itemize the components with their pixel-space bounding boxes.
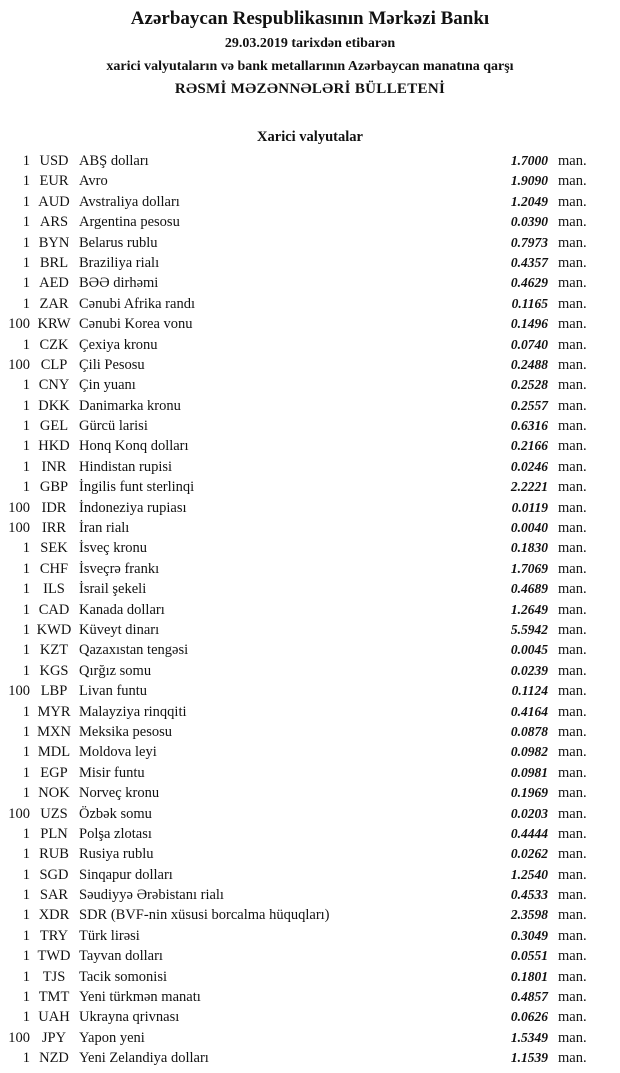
rate-row-KRW xyxy=(0,314,620,334)
currency-name: Honq Konq dolları xyxy=(79,438,189,455)
rate-value: 0.0045 xyxy=(510,642,548,658)
currency-name: Tacik somonisi xyxy=(79,968,167,985)
rate-value: 0.0740 xyxy=(510,336,548,352)
rate-value: 0.6316 xyxy=(510,418,548,434)
quantity: 1 xyxy=(22,214,30,231)
rate-value: 0.0626 xyxy=(510,1009,548,1025)
rate-value: 1.2649 xyxy=(510,601,548,617)
rate-unit: man. xyxy=(558,621,587,638)
rate-row-RUB xyxy=(0,844,620,864)
currency-code: AUD xyxy=(38,193,70,210)
currency-code: EUR xyxy=(39,173,69,190)
currency-code: INR xyxy=(41,458,67,475)
rate-unit: man. xyxy=(558,744,587,761)
quantity: 1 xyxy=(22,1009,30,1026)
quantity: 1 xyxy=(22,193,30,210)
currency-name: Malayziya rinqqiti xyxy=(79,703,187,720)
currency-name: Çin yuanı xyxy=(79,377,136,394)
rate-row-KWD xyxy=(0,620,620,640)
rate-row-HKD xyxy=(0,436,620,456)
quantity: 1 xyxy=(22,927,30,944)
rate-row-SGD xyxy=(0,865,620,885)
rate-value: 0.7973 xyxy=(510,234,548,250)
rate-value: 0.4533 xyxy=(510,887,548,903)
rate-unit: man. xyxy=(558,968,587,985)
currency-name: Çexiya kronu xyxy=(79,336,158,353)
rate-row-PLN xyxy=(0,824,620,844)
currency-code: SGD xyxy=(39,866,69,883)
quantity: 100 xyxy=(8,520,30,537)
currency-name: Türk lirəsi xyxy=(79,927,140,944)
rate-unit: man. xyxy=(558,846,587,863)
effective-date: 29.03.2019 tarixdən etibarən xyxy=(224,36,396,51)
currency-code: KRW xyxy=(37,316,71,333)
currency-code: CZK xyxy=(39,336,69,353)
currency-code: ARS xyxy=(39,214,69,231)
rate-row-AED xyxy=(0,273,620,293)
rate-value: 2.2221 xyxy=(510,479,548,495)
currency-name: Danimarka kronu xyxy=(79,397,181,414)
rate-row-IDR xyxy=(0,498,620,518)
currency-name: Yapon yeni xyxy=(79,1029,145,1046)
quantity: 1 xyxy=(22,989,30,1006)
rate-unit: man. xyxy=(558,805,587,822)
quantity: 1 xyxy=(22,907,30,924)
quantity: 1 xyxy=(22,377,30,394)
rate-unit: man. xyxy=(558,601,587,618)
rate-value: 0.4857 xyxy=(510,989,548,1005)
currency-code: HKD xyxy=(38,438,70,455)
currency-name: İngilis funt sterlinqi xyxy=(79,479,195,496)
rate-unit: man. xyxy=(558,275,587,292)
currency-name: Çili Pesosu xyxy=(79,356,145,373)
rate-value: 1.7069 xyxy=(510,560,548,576)
quantity: 1 xyxy=(22,479,30,496)
rate-value: 0.4689 xyxy=(510,581,548,597)
rate-value: 0.3049 xyxy=(510,927,548,943)
rate-row-MXN xyxy=(0,722,620,742)
rate-value: 0.1165 xyxy=(511,295,548,311)
currency-code: MDL xyxy=(37,744,71,761)
quantity: 1 xyxy=(22,723,30,740)
rate-row-MDL xyxy=(0,742,620,762)
currency-name: İsveç kronu xyxy=(79,540,148,557)
currency-name: İsveçrə frankı xyxy=(79,560,160,577)
rate-value: 1.2049 xyxy=(510,193,548,209)
rate-unit: man. xyxy=(558,438,587,455)
quantity: 1 xyxy=(22,438,30,455)
rate-value: 1.1539 xyxy=(510,1050,548,1066)
rate-row-TJS xyxy=(0,967,620,987)
rate-unit: man. xyxy=(558,1009,587,1026)
currency-code: RUB xyxy=(39,846,69,863)
rate-value: 0.1969 xyxy=(510,785,548,801)
rate-row-LBP xyxy=(0,681,620,701)
currency-name: Moldova leyi xyxy=(79,744,157,761)
rate-unit: man. xyxy=(558,153,587,169)
rate-unit: man. xyxy=(558,316,587,333)
rate-unit: man. xyxy=(558,723,587,740)
rate-unit: man. xyxy=(558,887,587,904)
currency-code: USD xyxy=(39,153,69,169)
rate-row-EGP xyxy=(0,763,620,783)
rate-value: 0.2166 xyxy=(510,438,548,454)
currency-code: XDR xyxy=(38,907,70,924)
rate-value: 0.1496 xyxy=(510,316,548,332)
rate-row-ARS xyxy=(0,212,620,232)
currency-name: Argentina pesosu xyxy=(79,214,180,231)
rate-unit: man. xyxy=(558,193,587,210)
quantity: 1 xyxy=(22,846,30,863)
rate-unit: man. xyxy=(558,581,587,598)
rate-value: 0.0239 xyxy=(510,662,548,678)
currency-name: İndoneziya rupiası xyxy=(79,499,187,516)
quantity: 1 xyxy=(22,581,30,598)
currency-code: IRR xyxy=(41,520,67,537)
rate-unit: man. xyxy=(558,1050,587,1067)
rate-unit: man. xyxy=(558,825,587,842)
quantity: 1 xyxy=(22,866,30,883)
currency-name: Cənubi Afrika randı xyxy=(79,295,195,312)
quantity: 1 xyxy=(22,662,30,679)
currency-name: Özbək somu xyxy=(79,805,152,822)
currency-name: Meksika pesosu xyxy=(79,723,173,740)
rate-value: 1.9090 xyxy=(510,173,548,189)
rate-unit: man. xyxy=(558,397,587,414)
currency-name: Braziliya rialı xyxy=(79,254,160,271)
rate-unit: man. xyxy=(558,866,587,883)
rate-unit: man. xyxy=(558,499,587,516)
rate-unit: man. xyxy=(558,356,587,373)
quantity: 1 xyxy=(22,601,30,618)
rate-unit: man. xyxy=(558,479,587,496)
quantity: 1 xyxy=(22,275,30,292)
rate-unit: man. xyxy=(558,520,587,537)
quantity: 1 xyxy=(22,642,30,659)
quantity: 1 xyxy=(22,418,30,435)
currency-code: CHF xyxy=(39,560,69,577)
currency-code: GBP xyxy=(39,479,69,496)
currency-code: CLP xyxy=(40,356,68,373)
quantity: 100 xyxy=(8,805,30,822)
currency-code: EGP xyxy=(40,764,68,781)
currency-code: TWD xyxy=(37,948,71,965)
rate-value: 5.5942 xyxy=(510,621,548,637)
rate-row-UAH xyxy=(0,1007,620,1027)
quantity: 100 xyxy=(8,1029,30,1046)
quantity: 1 xyxy=(22,764,30,781)
rate-unit: man. xyxy=(558,683,587,700)
currency-name: Qırğız somu xyxy=(79,662,152,679)
currency-code: TJS xyxy=(42,968,66,985)
currency-code: NOK xyxy=(38,785,70,802)
bank-name: Azərbaycan Respublikasının Mərkəzi Bankı xyxy=(130,8,490,29)
rate-row-ILS xyxy=(0,579,620,599)
currency-name: Avro xyxy=(79,173,108,190)
quantity: 1 xyxy=(22,744,30,761)
rate-unit: man. xyxy=(558,662,587,679)
currency-code: CAD xyxy=(38,601,70,618)
rate-row-CHF xyxy=(0,559,620,579)
rate-row-INR xyxy=(0,457,620,477)
rate-row-ZAR xyxy=(0,294,620,314)
quantity: 1 xyxy=(22,621,30,638)
currency-code: LBP xyxy=(40,683,68,700)
currency-name: Yeni Zelandiya dolları xyxy=(79,1050,209,1067)
rate-row-KZT xyxy=(0,640,620,660)
rate-row-CZK xyxy=(0,335,620,355)
currency-code: PLN xyxy=(40,825,68,842)
quantity: 1 xyxy=(22,295,30,312)
currency-code: KZT xyxy=(39,642,69,659)
section-title-foreign-currencies: Xarici valyutalar xyxy=(257,129,363,145)
currency-code: UAH xyxy=(38,1009,70,1026)
rate-row-CNY xyxy=(0,375,620,395)
currency-code: NZD xyxy=(39,1050,69,1067)
quantity: 1 xyxy=(22,785,30,802)
rate-unit: man. xyxy=(558,907,587,924)
rate-row-USD xyxy=(0,151,620,171)
currency-name: Qazaxıstan tengəsi xyxy=(79,642,189,659)
currency-name: Gürcü larisi xyxy=(79,418,148,435)
bulletin-title: RƏSMİ MƏZƏNNƏLƏRİ BÜLLETENİ xyxy=(174,81,446,97)
quantity: 1 xyxy=(22,153,30,169)
currency-name: Belarus rublu xyxy=(79,234,158,251)
rate-unit: man. xyxy=(558,560,587,577)
currency-name: Livan funtu xyxy=(79,683,148,700)
currency-code: TRY xyxy=(39,927,69,944)
rate-row-BYN xyxy=(0,233,620,253)
rate-unit: man. xyxy=(558,234,587,251)
rate-row-SEK xyxy=(0,538,620,558)
rate-unit: man. xyxy=(558,214,587,231)
quantity: 1 xyxy=(22,458,30,475)
currency-name: Avstraliya dolları xyxy=(79,193,180,210)
currency-code: ILS xyxy=(43,581,65,598)
rate-unit: man. xyxy=(558,418,587,435)
rate-row-IRR xyxy=(0,518,620,538)
rate-unit: man. xyxy=(558,336,587,353)
rate-unit: man. xyxy=(558,764,587,781)
quantity: 1 xyxy=(22,1050,30,1067)
currency-code: KGS xyxy=(39,662,69,679)
currency-name: ABŞ dolları xyxy=(79,153,149,169)
rate-unit: man. xyxy=(558,295,587,312)
currency-name: Hindistan rupisi xyxy=(79,458,173,475)
currency-code: MXN xyxy=(37,723,71,740)
rate-value: 0.4357 xyxy=(510,254,548,270)
currency-name: Küveyt dinarı xyxy=(79,621,160,638)
rate-row-GEL xyxy=(0,416,620,436)
bulletin-subtitle: xarici valyutaların və bank metallarının Azərbaycan manatına qarşı xyxy=(106,59,514,74)
rate-unit: man. xyxy=(558,458,587,475)
rate-value: 0.2488 xyxy=(510,356,548,372)
rate-value: 0.4629 xyxy=(510,275,548,291)
rate-value: 0.1124 xyxy=(511,683,548,699)
rate-value: 0.0878 xyxy=(510,723,548,739)
rate-unit: man. xyxy=(558,703,587,720)
rate-row-KGS xyxy=(0,661,620,681)
rate-unit: man. xyxy=(558,540,587,557)
currency-name: İran rialı xyxy=(79,520,130,537)
rate-value: 0.0040 xyxy=(510,520,548,536)
rate-row-CAD xyxy=(0,600,620,620)
currency-code: BRL xyxy=(39,254,69,271)
rate-row-GBP xyxy=(0,477,620,497)
rate-row-UZS xyxy=(0,804,620,824)
currency-name: Polşa zlotası xyxy=(79,825,152,842)
rate-value: 0.2528 xyxy=(510,377,548,393)
rate-unit: man. xyxy=(558,948,587,965)
currency-name: Misir funtu xyxy=(79,764,145,781)
rate-unit: man. xyxy=(558,989,587,1006)
rate-value: 0.0119 xyxy=(511,499,548,515)
rate-row-NOK xyxy=(0,783,620,803)
currency-code: SAR xyxy=(39,887,69,904)
currency-code: SEK xyxy=(40,540,68,557)
currency-name: Cənubi Korea vonu xyxy=(79,316,193,333)
bulletin-header xyxy=(0,0,620,98)
rate-unit: man. xyxy=(558,927,587,944)
quantity: 1 xyxy=(22,540,30,557)
rate-row-JPY xyxy=(0,1028,620,1048)
currency-name: Ukrayna qrivnası xyxy=(79,1009,180,1026)
currency-code: CNY xyxy=(38,377,70,394)
rate-value: 0.0390 xyxy=(510,214,548,230)
quantity: 1 xyxy=(22,948,30,965)
rate-value: 0.0246 xyxy=(510,458,548,474)
rate-row-TMT xyxy=(0,987,620,1007)
rate-value: 1.2540 xyxy=(510,866,548,882)
quantity: 1 xyxy=(22,254,30,271)
quantity: 1 xyxy=(22,968,30,985)
currency-code: AED xyxy=(39,275,69,292)
currency-code: BYN xyxy=(38,234,70,251)
rate-value: 0.0981 xyxy=(510,764,548,780)
rate-value: 0.0982 xyxy=(510,744,548,760)
rate-row-AUD xyxy=(0,192,620,212)
currency-name: Rusiya rublu xyxy=(79,846,154,863)
rate-row-BRL xyxy=(0,253,620,273)
quantity: 100 xyxy=(8,499,30,516)
rate-value: 0.1801 xyxy=(510,968,548,984)
quantity: 1 xyxy=(22,560,30,577)
rate-row-MYR xyxy=(0,702,620,722)
quantity: 100 xyxy=(8,683,30,700)
currency-code: GEL xyxy=(39,418,69,435)
currency-code: KWD xyxy=(36,621,72,638)
quantity: 1 xyxy=(22,234,30,251)
currency-name: BƏƏ dirhəmi xyxy=(79,275,159,292)
rate-unit: man. xyxy=(558,254,587,271)
rate-row-SAR xyxy=(0,885,620,905)
rate-row-EUR xyxy=(0,171,620,191)
currency-code: DKK xyxy=(38,397,70,414)
quantity: 1 xyxy=(22,825,30,842)
rate-value: 0.1830 xyxy=(510,540,548,556)
currency-code: JPY xyxy=(41,1029,67,1046)
rate-value: 0.0551 xyxy=(510,948,548,964)
currency-name: SDR (BVF-nin xüsusi borcalma hüquqları) xyxy=(79,907,330,924)
rate-unit: man. xyxy=(558,377,587,394)
quantity: 1 xyxy=(22,887,30,904)
rate-unit: man. xyxy=(558,1029,587,1046)
currency-code: UZS xyxy=(40,805,68,822)
currency-name: Norveç kronu xyxy=(79,785,160,802)
rate-row-NZD xyxy=(0,1048,620,1068)
rate-unit: man. xyxy=(558,173,587,190)
currency-name: Yeni türkmən manatı xyxy=(79,989,201,1006)
rates-table xyxy=(0,151,620,1069)
currency-name: Sinqapur dolları xyxy=(79,866,173,883)
currency-code: MYR xyxy=(37,703,71,720)
currency-name: Kanada dolları xyxy=(79,601,165,618)
quantity: 1 xyxy=(22,336,30,353)
rate-value: 0.4444 xyxy=(510,825,548,841)
currency-name: Tayvan dolları xyxy=(79,948,163,965)
quantity: 1 xyxy=(22,397,30,414)
rate-row-DKK xyxy=(0,396,620,416)
quantity: 100 xyxy=(8,316,30,333)
currency-code: ZAR xyxy=(39,295,69,312)
quantity: 1 xyxy=(22,703,30,720)
rate-value: 0.0203 xyxy=(510,805,548,821)
currency-code: TMT xyxy=(38,989,70,1006)
currency-name: Səudiyyə Ərəbistanı rialı xyxy=(79,887,224,904)
rate-row-TRY xyxy=(0,926,620,946)
quantity: 1 xyxy=(22,173,30,190)
rate-value: 1.7000 xyxy=(510,153,548,168)
currency-name: İsrail şekeli xyxy=(79,581,147,598)
rate-value: 0.4164 xyxy=(510,703,548,719)
rate-value: 1.5349 xyxy=(510,1029,548,1045)
rate-row-TWD xyxy=(0,946,620,966)
currency-code: IDR xyxy=(41,499,67,516)
rate-row-CLP xyxy=(0,355,620,375)
rate-unit: man. xyxy=(558,642,587,659)
quantity: 100 xyxy=(8,356,30,373)
rate-value: 0.2557 xyxy=(510,397,548,413)
rate-value: 0.0262 xyxy=(510,846,548,862)
rate-value: 2.3598 xyxy=(510,907,548,923)
rate-row-XDR xyxy=(0,905,620,925)
rate-unit: man. xyxy=(558,785,587,802)
